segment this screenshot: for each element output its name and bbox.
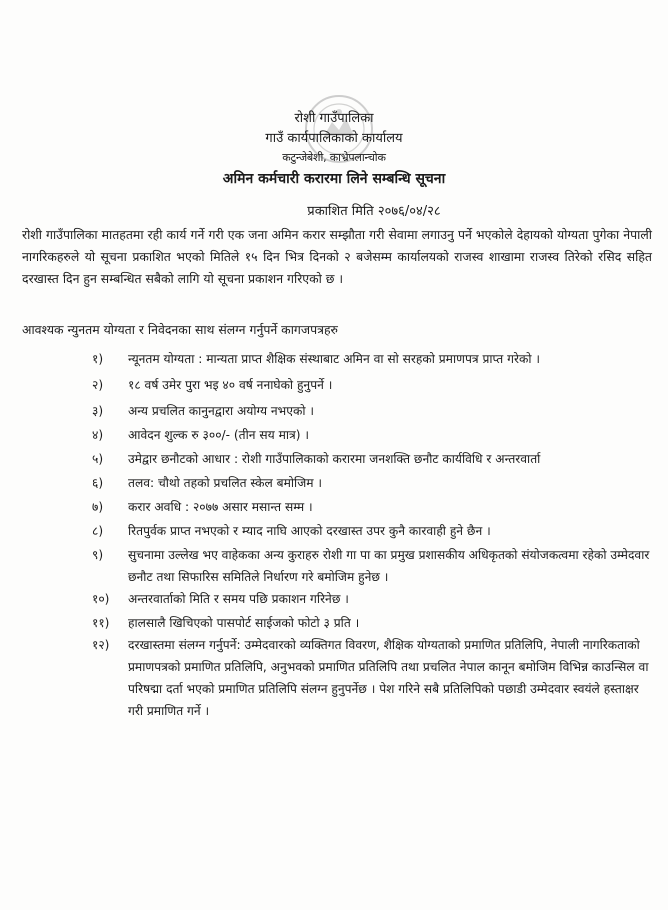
item-text: दरखास्तमा संलग्न गर्नुपर्ने: उम्मेदवारको व्यक्तिगत विवरण, शैक्षिक योग्यताको प्रमाणित प्रतिलिपि, नेपाली नागरिकताको प्रमाणपत्रको प्रमाणित प्रतिलिपि, अनुभवको प्रमाणित प्रतिलिपि तथा प्रचलित नेपाल कानून बमोजिम विभिन्न काउन्सिल वा परिषद्मा दर्ता भएको प्रमाणित प्रतिलिपि संलग्न हुनुपर्नेछ । पेश गरिने सबै प्रतिलिपिको पछाडी उम्मेदवार स्वयंले हस्ताक्षर गरी प्रमाणित गर्ने । [128,638,649,718]
item-text: अन्य प्रचलित कानुनद्वारा अयोग्य नभएको । [128,404,314,418]
item-number: ३) [92,404,104,418]
item-number: ५) [92,452,104,466]
office-address: कटुन्जेबेशी, काभ्रेपलान्चोक [282,151,386,164]
list-item [92,634,652,722]
published-date: प्रकाशित मिति २०७६/०४/२८ [307,204,441,219]
list-item [92,612,652,634]
item-text: न्यूनतम योग्यता : मान्यता प्राप्त शैक्षिक संस्थाबाट अमिन वा सो सरहको प्रमाणपत्र प्राप्त गरेको । [128,352,540,366]
item-text: उमेद्वार छनौटको आधार : रोशी गाउँपालिकाको करारमा जनशक्ति छनौट कार्यविधि र अन्तरवार्ता [128,452,541,466]
item-text: तलव: चौथो तहको प्रचलित स्केल बमोजिम । [128,476,323,490]
notice-title: अमिन कर्मचारी करारमा लिने सम्बन्धि सूचना [222,171,446,187]
item-text: १८ वर्ष उमेर पुरा भइ ४० वर्ष ननाघेको हुनुपर्ने । [128,378,333,392]
list-item [92,520,652,542]
item-number: ६) [92,476,104,490]
item-number: ८) [92,524,104,538]
intro-paragraph: रोशी गाउँपालिका मातहतमा रही कार्य गर्ने गरी एक जना अमिन करार सम्झौता गरी सेवामा लगाउनु पर्ने भएकोले देहायको योग्यता पुगेका नेपाली नागरिकहरुले यो सूचना प्रकाशित भएको मितिले १५ दिन भित्र दिनको २ बजेसम्म कार्यालयको राजस्व शाखामा राजस्व तिरेको रसिद सहित दरखास्त दिन हुन सम्बन्धित सबैको लागि यो सूचना प्रकाशन गरिएको छ । [22,227,652,286]
item-number: १) [92,352,104,366]
item-text: अन्तरवार्ताको मिति र समय पछि प्रकाशन गरिनेछ । [128,592,349,606]
item-text: हालसालै खिचिएको पासपोर्ट साईजको फोटो ३ प्रति । [128,616,360,630]
item-number: ७) [92,500,104,514]
list-item [92,472,652,494]
list-item [92,448,652,470]
requirements-heading: आवश्यक न्युनतम योग्यता र निवेदनका साथ संलग्न गर्नुपर्ने कागजपत्रहरु [22,322,338,337]
municipality-name: रोशी गाउँपालिका [294,111,374,126]
item-text: रितपुर्वक प्राप्त नभएको र म्याद नाघि आएको दरखास्त उपर कुनै कारवाही हुने छैन । [128,524,491,538]
list-item [92,374,652,396]
list-item [92,424,652,446]
item-number: १०) [92,592,110,606]
office-name: गाउँ कार्यपालिकाको कार्यालय [265,131,403,146]
item-text: करार अवधि : २०७७ असार मसान्त सम्म । [128,500,313,514]
list-item [92,496,652,518]
list-item [92,400,652,422]
item-number: ११) [92,616,110,630]
item-text: आवेदन शुल्क रु ३००/- (तीन सय मात्र) । [128,428,310,442]
item-text: सुचनामा उल्लेख भए वाहेकका अन्य कुराहरु रोशी गा पा का प्रमुख प्रशासकीय अधिकृतको संयोजकत्वमा रहेको उम्मेदवार छनौट तथा सिफारिस समितिले निर्धारण गरे बमोजिम हुनेछ । [128,548,650,584]
list-item [92,588,652,610]
item-number: १२) [92,638,110,652]
list-item [92,348,652,370]
list-item [92,544,652,588]
item-number: २) [92,378,104,392]
item-number: ४) [92,428,104,442]
item-number: ९) [92,548,104,562]
